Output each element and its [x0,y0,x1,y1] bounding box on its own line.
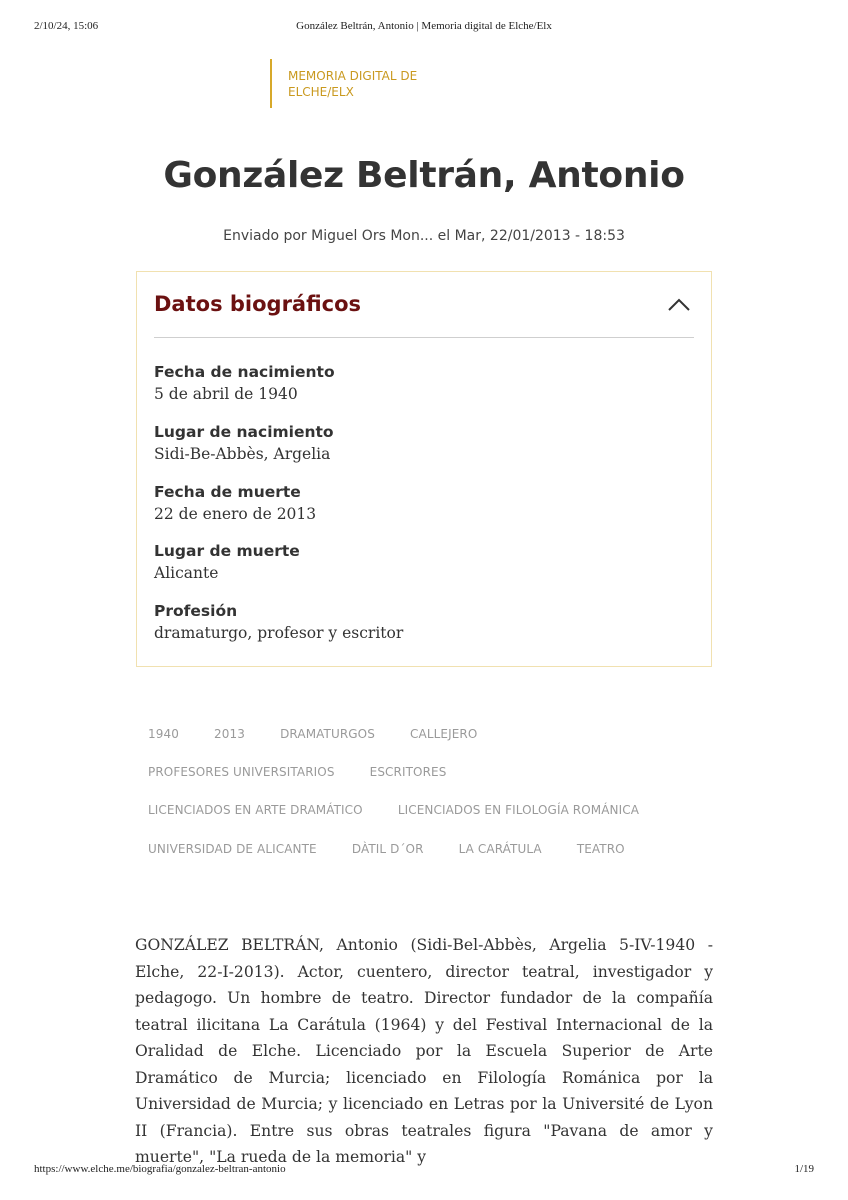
tag-row [148,723,507,743]
bio-panel-header[interactable] [154,272,694,338]
tag-link[interactable]: 2013 [214,727,245,741]
site-brand-link[interactable] [270,59,470,108]
tag-row [148,799,669,819]
tag-link[interactable]: TEATRO [576,842,625,856]
print-header [0,20,848,36]
tag-row [148,838,655,858]
bio-field-value: Sidi-Be-Abbès, Argelia [154,445,331,463]
tag-link[interactable]: LICENCIADOS EN ARTE DRAMÁTICO [148,803,363,817]
chevron-up-icon[interactable] [666,292,692,318]
tag-link[interactable]: LICENCIADOS EN FILOLOGÍA ROMÁNICA [397,803,640,817]
bio-field-label: Lugar de nacimiento [154,423,334,441]
bio-field-value: 5 de abril de 1940 [154,385,298,403]
bio-field-birth-date [154,361,694,405]
print-page-title: González Beltrán, Antonio | Memoria digital de Elche/Elx [296,20,552,32]
bio-field-label: Lugar de muerte [154,542,300,560]
bio-field-birth-place [154,421,694,465]
bio-field-profession [154,600,694,644]
article-body-text: GONZÁLEZ BELTRÁN, Antonio (Sidi-Bel-Abbès, Argelia 5-IV-1940 - Elche, 22-I-2013). Actor, cuentero, director teatral, investigador y pedagogo. Un hombre de teatro. Director fundador de la compañía teatral ilicitana La Carátula (1964) y del Festival Internacional de la Oralidad de Elche. Licenciado por la Escuela Superior de Arte Dramático de Murcia; licenciado en Filología Románica por la Universidad de Murcia; y licenciado en Letras por la Université de Lyon II (Francia). Entre sus obras teatrales figura "Pavana de amor y muerte", "La rueda de la memoria" y [135,936,713,1166]
bio-field-value: Alicante [154,564,219,582]
print-url: https://www.elche.me/biografia/gonzalez-beltran-antonio [34,1163,286,1175]
site-brand-text [288,68,417,100]
bio-field-death-place [154,540,694,584]
print-datetime: 2/10/24, 15:06 [34,20,99,32]
tag-link[interactable]: UNIVERSIDAD DE ALICANTE [148,842,317,856]
tag-link[interactable]: DÀTIL D´OR [351,842,424,856]
bio-field-value: 22 de enero de 2013 [154,505,317,523]
tag-link[interactable]: DRAMATURGOS [280,727,375,741]
print-footer [0,1163,848,1179]
bio-panel [136,271,712,667]
submitted-info: Enviado por Miguel Ors Mon... el Mar, 22/01/2013 - 18:53 [223,228,625,244]
tag-link[interactable]: LA CARÁTULA [458,842,542,856]
tag-link[interactable]: CALLEJERO [410,727,478,741]
tag-row [148,761,476,781]
tag-link[interactable]: PROFESORES UNIVERSITARIOS [148,765,335,779]
bio-field-label: Profesión [154,602,238,620]
site-brand-line-2: ELCHE/ELX [288,85,354,99]
bio-field-value: dramaturgo, profesor y escritor [154,624,404,642]
tag-link[interactable]: ESCRITORES [369,765,447,779]
print-page-number: 1/19 [794,1163,814,1175]
bio-field-death-date [154,481,694,525]
tag-link[interactable]: 1940 [148,727,179,741]
bio-field-label: Fecha de nacimiento [154,363,335,381]
page-title: González Beltrán, Antonio [163,155,685,196]
bio-panel-title: Datos biográficos [154,292,362,316]
site-brand-line-1: MEMORIA DIGITAL DE [288,69,418,83]
bio-field-label: Fecha de muerte [154,483,301,501]
